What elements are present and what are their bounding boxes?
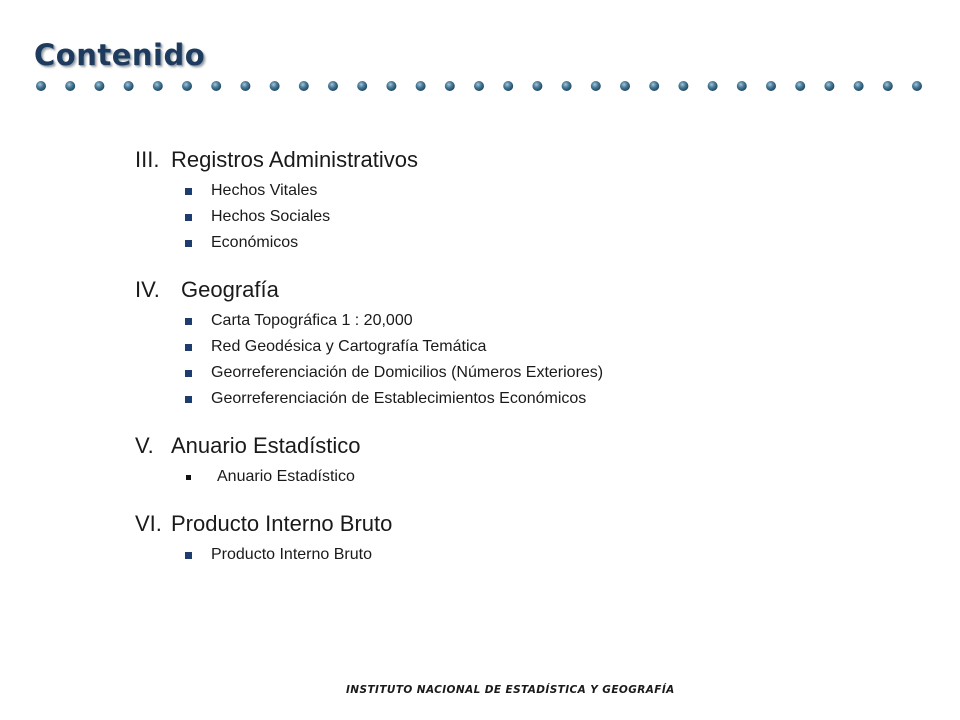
decorative-dot <box>270 81 280 91</box>
decorative-dot-row <box>32 77 932 97</box>
decorative-dot <box>357 81 367 91</box>
list-item: Económicos <box>185 230 895 256</box>
decorative-dot <box>737 81 747 91</box>
decorative-dot <box>854 81 864 91</box>
decorative-dot <box>36 81 46 91</box>
sub-list <box>135 178 895 256</box>
square-bullet-icon <box>185 344 192 351</box>
square-bullet-icon <box>185 552 192 559</box>
decorative-dot <box>416 81 426 91</box>
list-item: Georreferenciación de Establecimientos Económicos <box>185 386 895 412</box>
decorative-dot <box>591 81 601 91</box>
section-heading <box>135 145 895 175</box>
decorative-dot <box>386 81 396 91</box>
decorative-dot <box>94 81 104 91</box>
list-item: Hechos Sociales <box>185 204 895 230</box>
section-number: IV. <box>135 277 160 302</box>
slide-title: Contenido <box>34 38 206 72</box>
section-number: III. <box>135 147 160 172</box>
section-anuario-estadistico <box>135 431 895 490</box>
decorative-dot <box>328 81 338 91</box>
sub-list <box>135 464 895 490</box>
square-bullet-icon <box>185 396 192 403</box>
decorative-dot <box>153 81 163 91</box>
content-outline <box>135 145 895 587</box>
footer-institution-logo: INSTITUTO NACIONAL DE ESTADÍSTICA Y GEOGRAFÍA <box>346 684 675 696</box>
decorative-dot <box>124 81 134 91</box>
decorative-dot <box>562 81 572 91</box>
square-bullet-icon <box>185 240 192 247</box>
decorative-dot <box>649 81 659 91</box>
decorative-dot <box>474 81 484 91</box>
decorative-dot <box>211 81 221 91</box>
list-item: Red Geodésica y Cartografía Temática <box>185 334 895 360</box>
section-producto-interno-bruto <box>135 509 895 568</box>
list-item: Carta Topográfica 1 : 20,000 <box>185 308 895 334</box>
decorative-dot <box>532 81 542 91</box>
decorative-dot <box>65 81 75 91</box>
list-item: Producto Interno Bruto <box>185 542 895 568</box>
decorative-dot <box>795 81 805 91</box>
section-number: VI. <box>135 511 162 536</box>
decorative-dot <box>708 81 718 91</box>
decorative-dot <box>678 81 688 91</box>
section-number: V. <box>135 433 154 458</box>
small-square-bullet-icon <box>186 475 191 480</box>
square-bullet-icon <box>185 214 192 221</box>
section-title: Geografía <box>181 277 279 302</box>
square-bullet-icon <box>185 188 192 195</box>
square-bullet-icon <box>185 370 192 377</box>
list-item: Georreferenciación de Domicilios (Números Exteriores) <box>185 360 895 386</box>
section-heading <box>135 431 895 461</box>
section-title: Anuario Estadístico <box>171 433 361 458</box>
section-registros-administrativos <box>135 145 895 256</box>
section-title: Registros Administrativos <box>171 147 418 172</box>
decorative-dot <box>883 81 893 91</box>
section-geografia <box>135 275 895 412</box>
list-item: Anuario Estadístico <box>185 464 895 490</box>
sub-list <box>135 308 895 412</box>
decorative-dot <box>503 81 513 91</box>
section-heading <box>135 509 895 539</box>
decorative-dot <box>299 81 309 91</box>
decorative-dot <box>445 81 455 91</box>
decorative-dot <box>766 81 776 91</box>
section-title: Producto Interno Bruto <box>171 511 393 536</box>
decorative-dot <box>182 81 192 91</box>
decorative-dot <box>824 81 834 91</box>
section-heading <box>135 275 895 305</box>
decorative-dot <box>912 81 922 91</box>
decorative-dot <box>240 81 250 91</box>
list-item: Hechos Vitales <box>185 178 895 204</box>
sub-list <box>135 542 895 568</box>
decorative-dot <box>620 81 630 91</box>
square-bullet-icon <box>185 318 192 325</box>
